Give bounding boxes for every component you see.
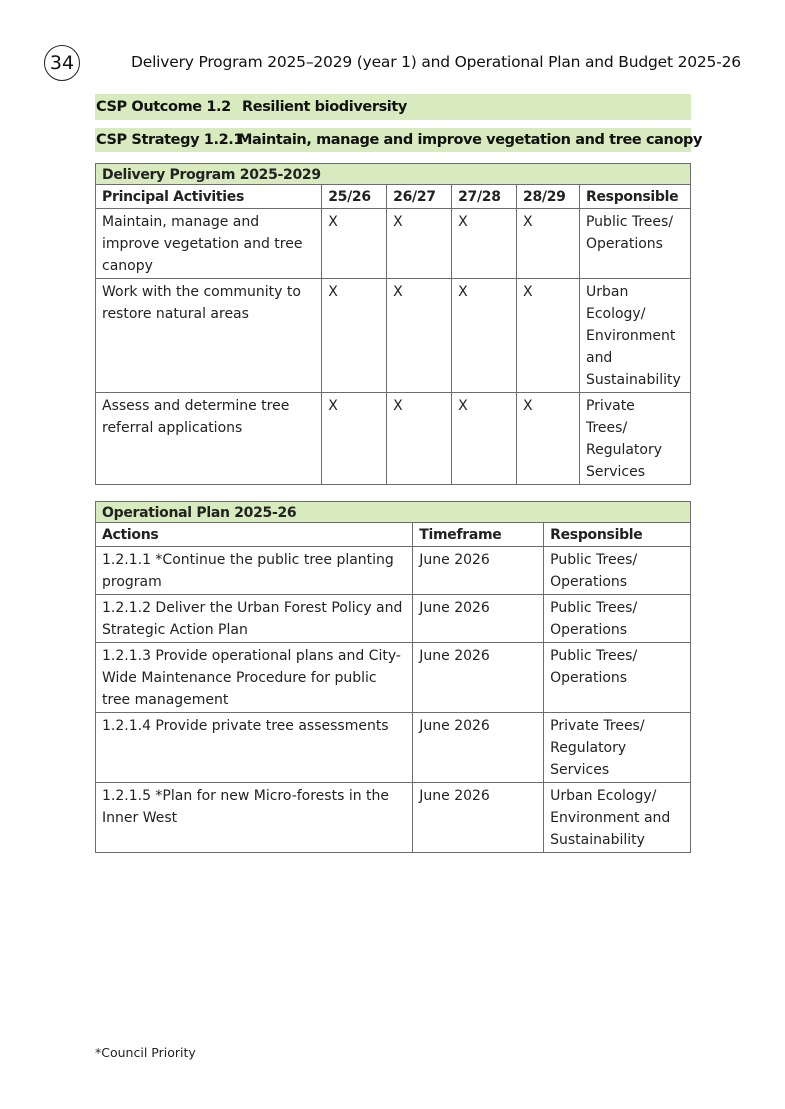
year-mark: X: [517, 209, 580, 279]
column-header-actions: Actions: [96, 523, 413, 547]
action-line: Inner West: [102, 810, 178, 826]
action-cell: [96, 595, 413, 643]
responsible-line: Operations: [585, 236, 663, 252]
year-mark: X: [387, 209, 452, 279]
action-cell: [96, 713, 413, 783]
activity-line: canopy: [102, 258, 153, 274]
responsible-line: Services: [585, 464, 646, 480]
table-row: [96, 393, 691, 485]
column-header-responsible: Responsible: [579, 185, 690, 209]
responsible-line: Urban Ecology/: [550, 788, 657, 804]
responsible-line: Operations: [550, 670, 628, 686]
year-mark: X: [322, 393, 387, 485]
action-line: 1.2.1.4 Provide private tree assessments: [102, 718, 389, 734]
responsible-line: Environment and: [550, 810, 671, 826]
activity-line: Maintain, manage and: [102, 214, 260, 230]
delivery-program-table: [95, 163, 691, 485]
responsible-cell: [544, 547, 691, 595]
year-mark: X: [452, 279, 517, 393]
timeframe-cell: June 2026: [413, 713, 544, 783]
activity-line: Assess and determine tree: [102, 398, 290, 414]
csp-strategy-label: CSP Strategy 1.2.1: [96, 132, 244, 148]
action-cell: [96, 783, 413, 853]
action-line: 1.2.1.1 *Continue the public tree planting: [102, 552, 394, 568]
column-header-timeframe: Timeframe: [413, 523, 544, 547]
timeframe-cell: June 2026: [413, 643, 544, 713]
footnote: *Council Priority: [95, 1045, 196, 1060]
csp-strategy-band: [95, 128, 703, 152]
csp-outcome-label: CSP Outcome 1.2: [96, 99, 231, 115]
page-number: 34: [44, 45, 80, 81]
responsible-line: Public Trees/: [585, 214, 674, 230]
year-mark: X: [517, 279, 580, 393]
responsible-line: Private Trees/: [550, 718, 645, 734]
responsible-line: Operations: [550, 622, 628, 638]
responsible-line: Ecology/: [585, 306, 646, 322]
year-mark: X: [322, 279, 387, 393]
delivery-program-title: Delivery Program 2025-2029: [96, 164, 691, 185]
table-row: [96, 595, 691, 643]
year-mark: X: [387, 393, 452, 485]
responsible-line: Services: [550, 762, 610, 778]
action-line: 1.2.1.5 *Plan for new Micro-forests in the: [102, 788, 390, 804]
column-header-year-28-29: 28/29: [517, 185, 580, 209]
responsible-line: and: [585, 350, 613, 366]
csp-outcome-band: [95, 94, 691, 120]
column-header-year-26-27: 26/27: [387, 185, 452, 209]
timeframe-cell: June 2026: [413, 783, 544, 853]
action-cell: [96, 643, 413, 713]
column-header-year-25-26: 25/26: [322, 185, 387, 209]
responsible-cell: [579, 209, 690, 279]
operational-plan-title: Operational Plan 2025-26: [96, 502, 691, 523]
action-line: 1.2.1.3 Provide operational plans and City-: [102, 648, 401, 664]
responsible-line: Public Trees/: [550, 552, 638, 568]
timeframe-cell: June 2026: [413, 595, 544, 643]
operational-plan-table: [95, 501, 691, 853]
action-line: tree management: [102, 692, 229, 708]
table-row: [96, 547, 691, 595]
year-mark: X: [517, 393, 580, 485]
responsible-line: Public Trees/: [550, 648, 638, 664]
responsible-line: Trees/: [585, 420, 628, 436]
csp-outcome-text: Resilient biodiversity: [242, 99, 407, 115]
activity-line: restore natural areas: [102, 306, 249, 322]
year-mark: X: [452, 393, 517, 485]
table-row: [96, 643, 691, 713]
responsible-line: Sustainability: [550, 832, 645, 848]
column-header-principal-activities: Principal Activities: [96, 185, 322, 209]
table-row: [96, 279, 691, 393]
table-row: [96, 783, 691, 853]
activity-cell: [96, 209, 322, 279]
responsible-line: Operations: [550, 574, 628, 590]
table-row: [96, 209, 691, 279]
responsible-cell: [544, 643, 691, 713]
table-row: [96, 713, 691, 783]
responsible-cell: [579, 393, 690, 485]
column-header-responsible: Responsible: [544, 523, 691, 547]
year-mark: X: [322, 209, 387, 279]
activity-line: Work with the community to: [102, 284, 301, 300]
responsible-cell: [579, 279, 690, 393]
activity-line: referral applications: [102, 420, 243, 436]
column-header-year-27-28: 27/28: [452, 185, 517, 209]
responsible-line: Sustainability: [585, 372, 681, 388]
responsible-cell: [544, 783, 691, 853]
year-mark: X: [452, 209, 517, 279]
responsible-line: Regulatory: [585, 442, 663, 458]
activity-line: improve vegetation and tree: [102, 236, 303, 252]
activity-cell: [96, 393, 322, 485]
csp-strategy-text: Maintain, manage and improve vegetation and tree canopy: [238, 132, 703, 148]
responsible-line: Regulatory: [550, 740, 627, 756]
responsible-line: Public Trees/: [550, 600, 638, 616]
year-mark: X: [387, 279, 452, 393]
responsible-line: Private: [585, 398, 635, 414]
action-line: Strategic Action Plan: [102, 622, 248, 638]
responsible-cell: [544, 713, 691, 783]
document-header: Delivery Program 2025–2029 (year 1) and Operational Plan and Budget 2025-26: [131, 53, 741, 71]
action-line: program: [102, 574, 162, 590]
action-line: Wide Maintenance Procedure for public: [102, 670, 377, 686]
timeframe-cell: June 2026: [413, 547, 544, 595]
responsible-line: Environment: [585, 328, 676, 344]
responsible-line: Urban: [585, 284, 629, 300]
action-cell: [96, 547, 413, 595]
responsible-cell: [544, 595, 691, 643]
action-line: 1.2.1.2 Deliver the Urban Forest Policy and: [102, 600, 403, 616]
activity-cell: [96, 279, 322, 393]
